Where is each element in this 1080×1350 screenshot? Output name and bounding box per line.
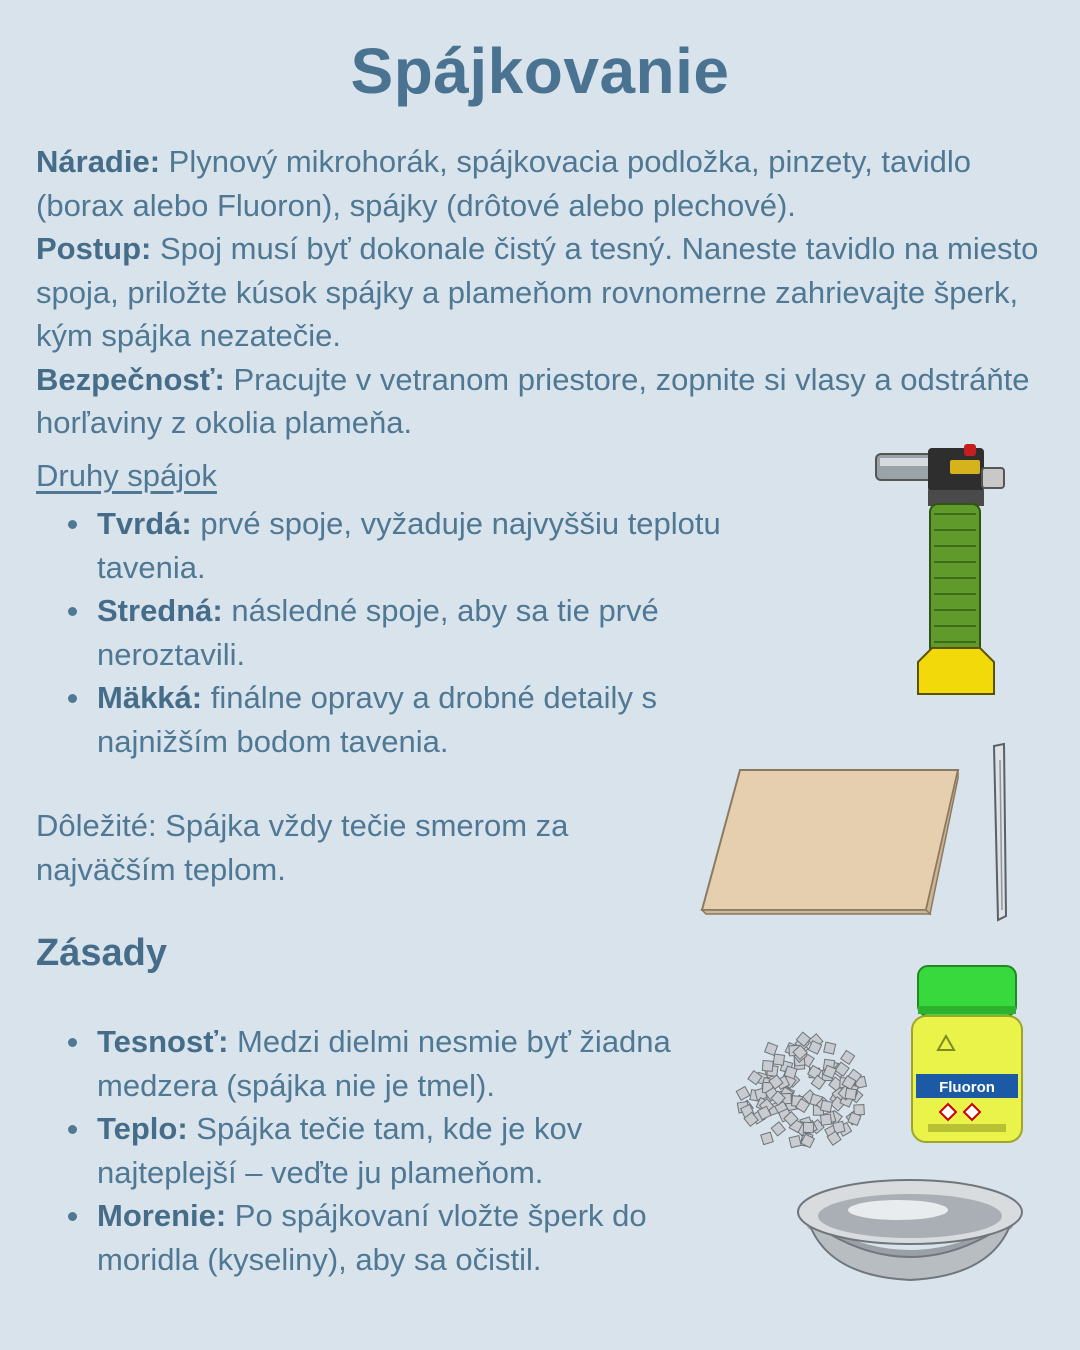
solder-types-list xyxy=(36,502,726,763)
solder-types-heading: Druhy spájok xyxy=(36,458,217,493)
solder-chip xyxy=(803,1122,814,1133)
pickle-bowl-image xyxy=(794,1176,1026,1286)
tools-text: Plynový mikrohorák, spájkovacia podložka, pinzety, tavidlo (borax alebo Fluoron), spájky (drôtové alebo plechové). xyxy=(36,144,972,223)
tools-paragraph xyxy=(36,140,1046,227)
solder-chip xyxy=(762,1060,773,1071)
process-label: Postup: xyxy=(36,231,152,266)
item-text: finálne opravy a drobné detaily s najnižším bodom tavenia. xyxy=(97,680,658,759)
solder-chip xyxy=(773,1054,784,1065)
solder-chip xyxy=(820,1114,831,1125)
tweezers-image xyxy=(984,740,1020,926)
item-text: Spájka tečie tam, kde je kov najteplejší – veďte ju plameňom. xyxy=(97,1111,583,1190)
list-item xyxy=(36,1020,706,1107)
solder-chip xyxy=(736,1087,750,1101)
solder-chip xyxy=(845,1088,856,1099)
solder-chips-image xyxy=(732,1026,872,1160)
intro-section xyxy=(36,140,1046,445)
list-item xyxy=(36,676,726,763)
solder-chip xyxy=(824,1042,836,1054)
page-title: Spájkovanie xyxy=(350,35,730,107)
gas-torch-image xyxy=(868,440,1018,702)
item-text: Po spájkovaní vložte šperk do moridla (kyseliny), aby sa očistil. xyxy=(97,1198,647,1277)
solder-chip xyxy=(789,1136,801,1148)
item-label: Stredná: xyxy=(97,593,223,628)
safety-text: Pracujte v vetranom priestore, zopnite si vlasy a odstráňte horľaviny z okolia plameňa. xyxy=(36,361,1030,440)
process-text: Spoj musí byť dokonale čistý a tesný. Naneste tavidlo na miesto spoja, priložte kúsok spájky a plameňom rovnomerne zahrievajte šperk, kým spájka nezatečie. xyxy=(36,231,1039,353)
soldering-block-image xyxy=(696,764,962,920)
principles-heading: Zásady xyxy=(36,932,167,974)
item-text: následné spoje, aby sa tie prvé neroztavili. xyxy=(97,593,659,672)
solder-chip xyxy=(765,1042,778,1055)
item-text: Medzi dielmi nesmie byť žiadna medzera (spájka nie je tmel). xyxy=(97,1024,671,1103)
item-label: Tvrdá: xyxy=(97,506,192,541)
safety-label: Bezpečnosť: xyxy=(36,361,225,397)
tools-label: Náradie: xyxy=(36,144,161,179)
list-item xyxy=(36,502,726,589)
item-label: Mäkká: xyxy=(97,680,203,715)
process-paragraph xyxy=(36,227,1046,358)
principles-list xyxy=(36,1020,706,1281)
solder-chip xyxy=(771,1122,785,1136)
important-note: Dôležité: Spájka vždy tečie smerom za najväčším teplom. xyxy=(36,808,569,887)
item-label: Teplo: xyxy=(97,1111,188,1146)
fluoron-flux-image xyxy=(908,962,1026,1148)
list-item xyxy=(36,1107,706,1194)
item-label: Tesnosť: xyxy=(97,1024,229,1059)
flux-brand-label: Fluoron xyxy=(939,1079,995,1096)
solder-chip xyxy=(841,1050,855,1064)
solder-chip xyxy=(820,1100,832,1112)
safety-paragraph xyxy=(36,358,1046,445)
solder-chip xyxy=(761,1132,773,1144)
list-item xyxy=(36,1194,706,1281)
item-label: Morenie: xyxy=(97,1198,227,1233)
item-text: prvé spoje, vyžaduje najvyššiu teplotu tavenia. xyxy=(97,506,721,585)
list-item xyxy=(36,589,726,676)
